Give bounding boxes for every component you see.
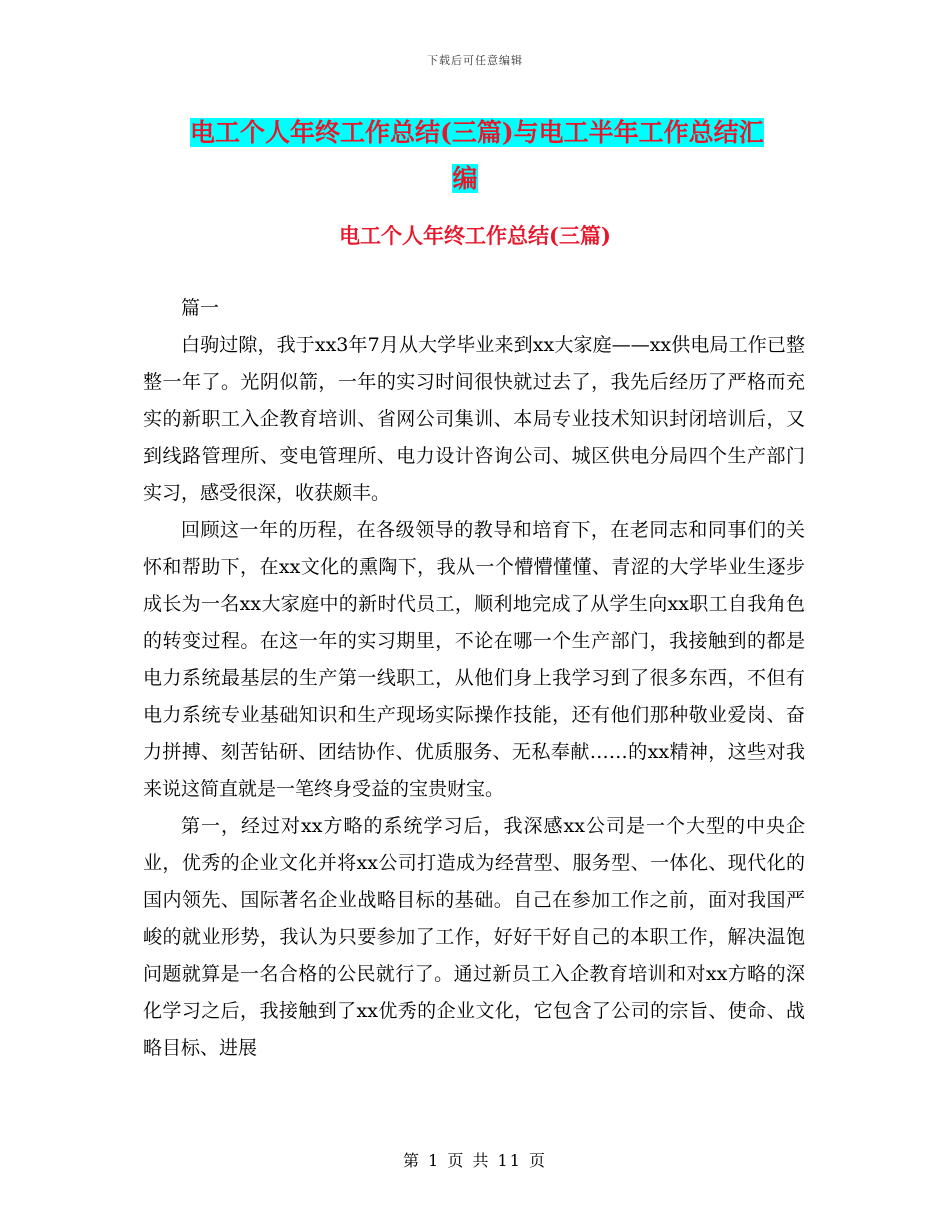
- paragraph: 第一，经过对xx方略的系统学习后，我深感xx公司是一个大型的中央企业，优秀的企业文化并将xx公司打造成为经营型、服务型、一体化、现代化的国内领先、国际著名企业战略目标的基础。自己在参加工作之前，面对我国严峻的就业形势，我认为只要参加了工作，好好干好自己的本职工作，解决温饱问题就算是一名合格的公民就行了。通过新员工入企教育培训和对xx方略的深化学习之后，我接触到了xx优秀的企业文化，它包含了公司的宗旨、使命、战略目标、进展: [143, 815, 805, 1059]
- paragraph: 回顾这一年的历程，在各级领导的教导和培育下，在老同志和同事们的关怀和帮助下，在xx文化的熏陶下，我从一个懵懵懂懂、青涩的大学毕业生逐步成长为一名xx大家庭中的新时代员工，顺利地完成了从学生向xx职工自我角色的转变过程。在这一年的实习期里，不论在哪一个生产部门，我接触到的都是电力系统最基层的生产第一线职工，从他们身上我学习到了很多东西，不但有电力系统专业基础知识和生产现场实际操作技能，还有他们那种敬业爱岗、奋力拼搏、刻苦钻研、团结协作、优质服务、无私奉献……的xx精神，这些对我来说这简直就是一笔终身受益的宝贵财宝。: [143, 519, 805, 800]
- document-title: [190, 110, 810, 202]
- section-title: 电工个人年终工作总结(三篇): [339, 223, 611, 248]
- document-title-line2: 编: [452, 164, 478, 193]
- paragraph: 白驹过隙，我于xx3年7月从大学毕业来到xx大家庭——xx供电局工作已整整一年了。光阴似箭，一年的实习时间很快就过去了，我先后经历了严格而充实的新职工入企教育培训、省网公司集训、本局专业技术知识封闭培训后，又到线路管理所、变电管理所、电力设计咨询公司、城区供电分局四个生产部门实习，感受很深，收获颇丰。: [143, 334, 805, 504]
- paragraph-chapter-label: 篇一: [181, 297, 220, 319]
- page-number-footer: 第 1 页 共 11 页: [403, 1151, 547, 1170]
- document-body: [143, 290, 805, 1067]
- document-title-line1: 电工个人年终工作总结(三篇)与电工半年工作总结汇: [190, 118, 764, 147]
- page-header-note: 下载后可任意编辑: [427, 54, 523, 67]
